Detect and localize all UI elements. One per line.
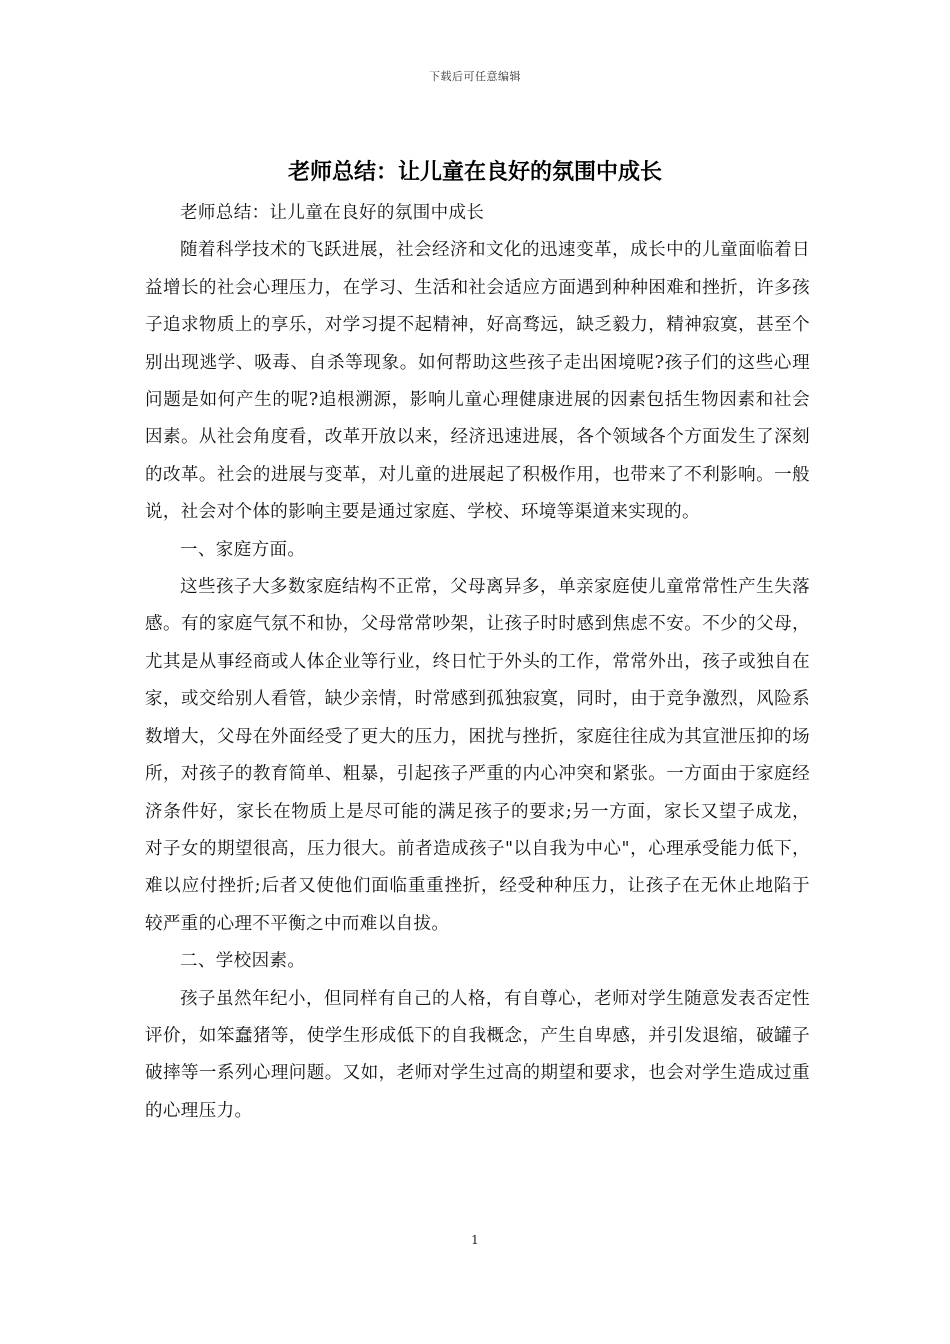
page-number: 1: [471, 1233, 479, 1247]
intro-paragraph: 随着科学技术的飞跃进展，社会经济和文化的迅速变革，成长中的儿童面临着日益增长的社会心理压力，在学习、生活和社会适应方面遇到种种困难和挫折，许多孩子追求物质上的享乐，对学习提不起精神，好高骛远，缺乏毅力，精神寂寞，甚至个别出现逃学、吸毒、自杀等现象。如何帮助这些孩子走出困境呢?孩子们的这些心理问题是如何产生的呢?追根溯源，影响儿童心理健康进展的因素包括生物因素和社会因素。从社会角度看，改革开放以来，经济迅速进展，各个领域各个方面发生了深刻的改革。社会的进展与变革，对儿童的进展起了积极作用，也带来了不利影响。一般说，社会对个体的影响主要是通过家庭、学校、环境等渠道来实现的。: [145, 240, 810, 523]
document-body: [145, 195, 810, 1130]
document-title: 老师总结：让儿童在良好的氛围中成长: [287, 160, 662, 185]
section-heading-family: 一、家庭方面。: [180, 539, 306, 560]
family-paragraph: 这些孩子大多数家庭结构不正常，父母离异多，单亲家庭使儿童常常性产生失落感。有的家庭气氛不和协，父母常常吵架，让孩子时时感到焦虑不安。不少的父母，尤其是从事经商或人体企业等行业，终日忙于外头的工作，常常外出，孩子或独自在家，或交给别人看管，缺少亲情，时常感到孤独寂寞，同时，由于竞争激烈，风险系数增大，父母在外面经受了更大的压力，困扰与挫折，家庭往往成为其宣泄压抑的场所，对孩子的教育简单、粗暴，引起孩子严重的内心冲突和紧张。一方面由于家庭经济条件好，家长在物质上是尽可能的满足孩子的要求;另一方面，家长又望子成龙，对子女的期望很高，压力很大。前者造成孩子"以自我为中心"，心理承受能力低下，难以应付挫折;后者又使他们面临重重挫折，经受种种压力，让孩子在无休止地陷于较严重的心理不平衡之中而难以自拔。: [145, 577, 810, 934]
school-paragraph: 孩子虽然年纪小，但同样有自己的人格，有自尊心，老师对学生随意发表否定性评价，如笨蠢猪等，使学生形成低下的自我概念，产生自卑感，并引发退缩，破罐子破摔等一系列心理问题。又如，老师对学生过高的期望和要求，也会对学生造成过重的心理压力。: [145, 988, 810, 1121]
header-note: 下载后可任意编辑: [429, 70, 521, 83]
subtitle-paragraph: 老师总结：让儿童在良好的氛围中成长: [180, 203, 485, 223]
section-heading-school: 二、学校因素。: [180, 951, 306, 972]
